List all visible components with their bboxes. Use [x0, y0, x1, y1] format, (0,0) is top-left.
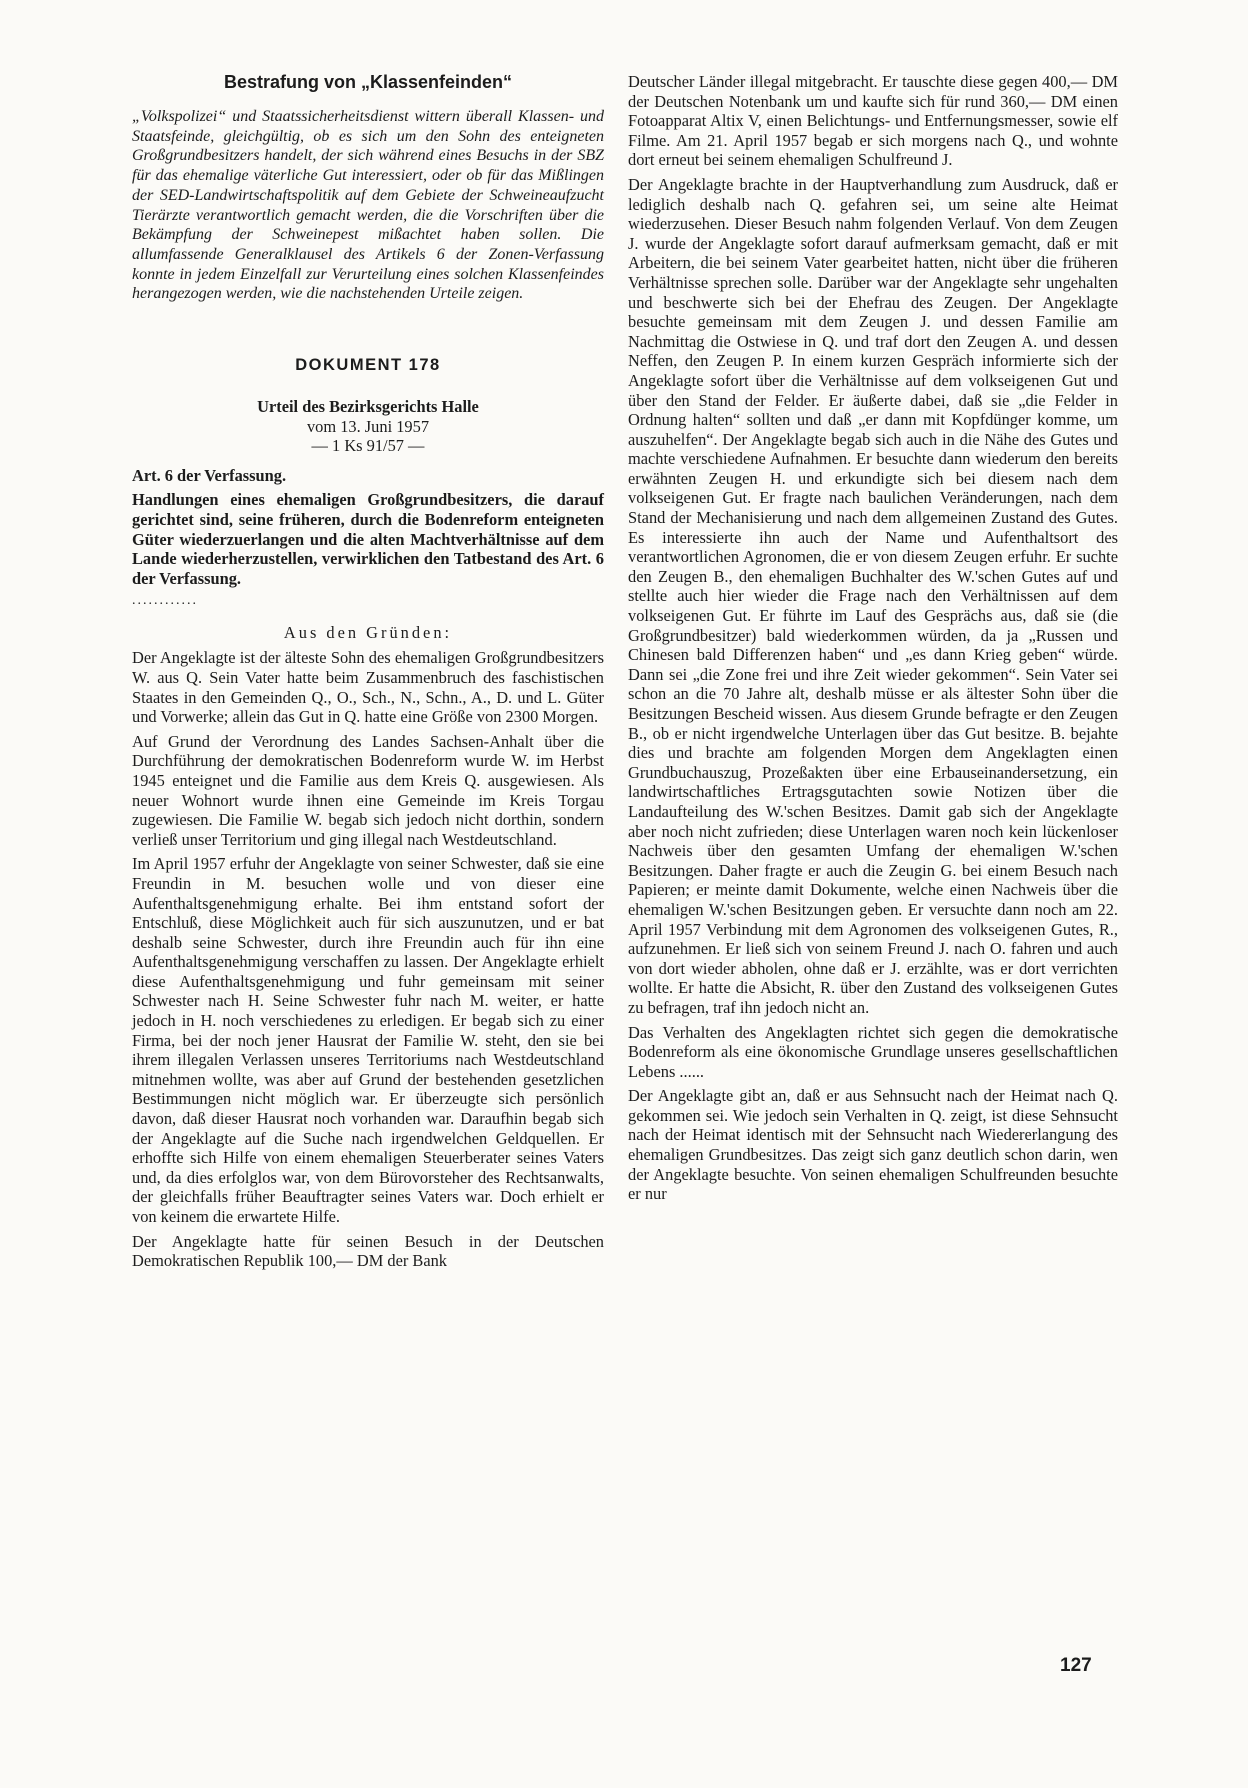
left-paragraph-2: Auf Grund der Verordnung des Landes Sachsen-Anhalt über die Durchführung der demokratischen Bodenreform wurde W. im Herbst 1945 enteignet und die Familie aus dem Kreis Q. ausgewiesen. Als neuer Wohnort wurde ihnen eine Gemeinde im Kreis Torgau zugewiesen. Die Familie W. begab sich jedoch nicht dorthin, sondern verließ unser Territorium und ging illegal nach Westdeutschland.	[132, 731, 604, 849]
article-line: Art. 6 der Verfassung.	[132, 465, 287, 485]
right-paragraph-3: Das Verhalten des Angeklagten richtet sich gegen die demokratische Bodenreform als eine ökonomische Grundlage unseres gesellschaftlichen Lebens ......	[628, 1022, 1118, 1081]
left-paragraph-4: Der Angeklagte hatte für seinen Besuch in der Deutschen Demokratischen Republik 100,— DM der Bank	[132, 1231, 604, 1271]
section-heading: Bestrafung von „Klassenfeinden“	[223, 72, 513, 92]
right-paragraph-4: Der Angeklagte gibt an, daß er aus Sehnsucht nach der Heimat nach Q. gekommen sei. Wie jedoch sein Verhalten in Q. zeigt, ist diese Sehnsucht nach der Heimat identisch mit der Sehnsucht nach Wiedererlangung des ehemaligen Grundbesitzes. Das zeigt sich ganz deutlich schon darin, wen der Angeklagte besuchte. Von seinen ehemaligen Schulfreunden besuchte er nur	[628, 1086, 1118, 1204]
right-paragraph-1: Deutscher Länder illegal mitgebracht. Er tauschte diese gegen 400,— DM der Deutschen Notenbank um und kaufte sich für rund 360,— DM einen Fotoapparat Altix V, einen Belichtungs- und Entfernungsmesser, sowie elf Filme. Am 21. April 1957 begab er sich morgens nach Q., und wohnte dort erneut bei seinem ehemaligen Schulfreund J.	[628, 72, 1118, 170]
date-line: vom 13. Juni 1957	[306, 416, 430, 436]
reasons-heading: Aus den Gründen:	[283, 623, 453, 643]
headnote: Handlungen eines ehemaligen Großgrundbesitzers, die darauf gerichtet sind, seine früheren, durch die Bodenreform enteigneten Güter wiederzuerlangen und die alten Machtverhältnisse auf dem Lande wiederherzustellen, verwirklichen den Tatbestand des Art. 6 der Verfassung.	[132, 490, 604, 588]
right-column	[628, 72, 1118, 1209]
ellipsis-dots: ............	[132, 593, 198, 609]
left-paragraph-3: Im April 1957 erfuhr der Angeklagte von seiner Schwester, daß sie eine Freundin in M. besuchen wolle und von dieser eine Aufenthaltsgenehmigung erhalte. Bei ihm entstand sofort der Entschluß, diese Möglichkeit auch für sich auszunutzen, und er bat deshalb seine Schwester, durch ihre Freundin auch für ihn eine Aufenthaltsgenehmigung verschaffen zu lassen. Der Angeklagte erhielt diese Aufenthaltsgenehmigung und fuhr gemeinsam mit seiner Schwester nach H. Seine Schwester fuhr nach M. weiter, er hatte jedoch in H. noch verschiedenes zu erledigen. Er begab sich zu einer Firma, bei der noch jener Hausrat der Familie W. steht, den sie bei ihrem illegalen Verlassen unseres Territoriums nach Westdeutschland mitnehmen wollte, was aber auf Grund der bestehenden gesetzlichen Bestimmungen nicht möglich war. Er überzeugte sich persönlich davon, daß dieser Hausrat noch vorhanden war. Daraufhin begab sich der Angeklagte auf die Suche nach irgendwelchen Geldquellen. Er erhoffte sich Hilfe von einem ehemaligen Steuerberater seines Vaters und, da dies erfolglos war, von dem Bürovorsteher des Rechtsanwalts, der gleichfalls früher Beauftragter seines Vaters war. Doch erhielt er von keinem die erwartete Hilfe.	[132, 854, 604, 1226]
left-paragraph-1: Der Angeklagte ist der älteste Sohn des ehemaligen Großgrundbesitzers W. aus Q. Sein Vater hatte beim Zusammenbruch des faschistischen Staates in den Gemeinden Q., O., Sch., N., Schn., A., D. und L. Güter und Vorwerke; allein das Gut in Q. hatte eine Größe von 2300 Morgen.	[132, 648, 604, 727]
file-number: — 1 Ks 91/57 —	[311, 436, 425, 456]
page-number: 127	[1060, 1655, 1092, 1676]
right-paragraph-2: Der Angeklagte brachte in der Hauptverhandlung zum Ausdruck, daß er lediglich deshalb nach Q. gefahren sei, um seine alte Heimat wiederzusehen. Dieser Besuch nahm folgenden Verlauf. Von dem Zeugen J. wurde der Angeklagte sofort darauf aufmerksam gemacht, daß er mit Arbeitern, die bei seinem Vater gearbeitet hatten, nicht über die früheren Verhältnisse sprechen solle. Darüber war der Angeklagte sehr ungehalten und beschwerte sich bei der Ehefrau des Zeugen. Der Angeklagte besuchte gemeinsam mit dem Zeugen J. und dessen Familie am Nachmittag die Ostwiese in Q. und traf dort den Zeugen A. und dessen Neffen, den Zeugen P. In einem kurzen Gespräch informierte sich der Angeklagte sofort über die Verhältnisse auf dem volkseigenen Gut und über den Stand der Felder. Er äußerte dabei, daß sie „die Felder in Ordnung halten“ sollten und daß „er dann mit Kopfdünger komme, um auszuhelfen“. Der Angeklagte begab sich auch in die Nähe des Gutes und machte verschiedene Aufnahmen. Er besuchte dann wiederum den bereits erwähnten Zeugen H. und erkundigte sich bei diesem nach dem volkseigenen Gut. Er fragte nach baulichen Veränderungen, nach dem Stand der Mechanisierung und nach dem allgemeinen Zustand des Gutes. Es interessierte ihn auch der Name und Aufenthaltsort des verantwortlichen Agronomen, die er von diesem Zeugen erfuhr. Er suchte den Zeugen B., den ehemaligen Buchhalter des W.'schen Gutes auf und stellte auch hier wieder die Frage nach den Verhältnissen auf dem volkseigenen Gut. Er führte im Lauf des Gesprächs aus, daß sie (die Großgrundbesitzer) bald wiederkommen würden, da ja „Russen und Chinesen bald Differenzen haben“ und „es dann Krieg geben“ würde. Dann sei „die Zone frei und ihre Zeit wieder gekommen“. Sein Vater sei schon an die 70 Jahre alt, deshalb müsse er als ältester Sohn über die Besitzungen Bescheid wissen. Aus diesem Grunde befragte er den Zeugen B., ob er nicht irgendwelche Unterlagen über das Gut besitze. B. bejahte dies und brachte am folgenden Morgen dem Angeklagten einen Grundbuchauszug, Prozeßakten über eine Erbauseinandersetzung, ein landwirtschaftliches Ertragsgutachten sowie Notizen über die Landaufteilung des W.'schen Besitzes. Damit gab sich der Angeklagte aber noch nicht zufrieden; diese Unterlagen waren noch kein lückenloser Nachweis über den gesamten Umfang der ehemaligen W.'schen Besitzungen. Daher fragte er auch die Zeugin G. bei einem Besuch nach Papieren; er meinte damit Dokumente, welche einen Nachweis über die ehemaligen W.'schen Besitzungen geben. Er versuchte dann noch am 22. April 1957 Verbindung mit dem Agronomen des volkseigenen Gutes, R., aufzunehmen. Er ließ sich von seinem Freund J. nach O. fahren und auch von dort wieder abholen, ohne daß er J. erzählte, was er dort verrichten wollte. Er hatte die Absicht, R. über den Zustand des volkseigenen Gutes zu befragen, traf ihn jedoch nicht an.	[628, 174, 1118, 1017]
left-column	[132, 72, 604, 1276]
court-line: Urteil des Bezirksgerichts Halle	[257, 397, 479, 417]
intro-paragraph: „Volkspolizei“ und Staatssicherheitsdienst wittern überall Klassen- und Staatsfeinde, gleichgültig, ob es sich um den Sohn des enteigneten Großgrundbesitzers handelt, der sich während eines Besuchs in der SBZ für das ehemalige väterliche Gut interessiert, oder ob für das Mißlingen der SED-Landwirtschaftspolitik auf dem Gebiete der Schweineaufzucht Tierärzte verantwortlich gemacht werden, die die Vorschriften über die Bekämpfung der Schweinepest mißachtet haben sollen. Die allumfassende Generalklausel des Artikels 6 der Zonen-Verfassung konnte in jedem Einzelfall zur Verurteilung eines solchen Klassenfeindes herangezogen werden, wie die nachstehenden Urteile zeigen.	[132, 108, 604, 303]
document-heading: DOKUMENT 178	[295, 356, 441, 375]
